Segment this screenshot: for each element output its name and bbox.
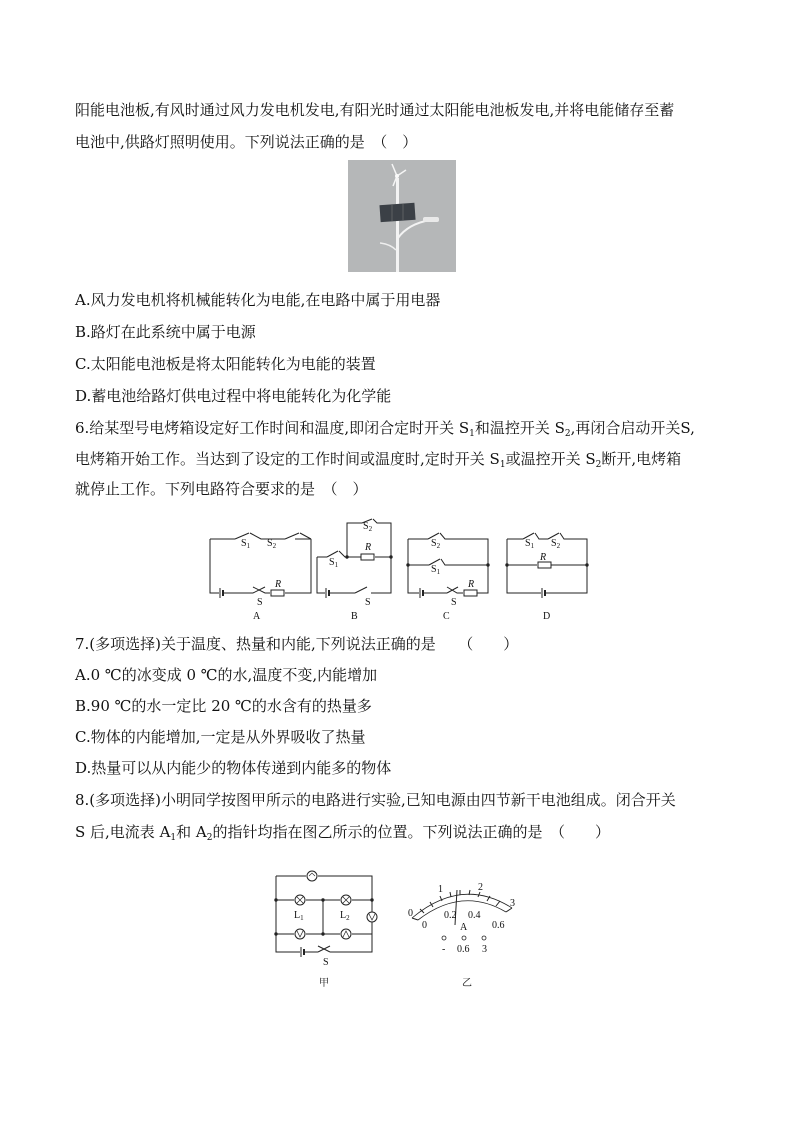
meter-top-tick-3: 3 [510,898,515,909]
circuit-a-s-label: S [257,597,263,608]
q7-option-a: A.0 ℃的冰变成 0 ℃的水,温度不变,内能增加 [75,666,378,684]
circuit-d-s2-label: $S_2$ [551,538,561,550]
q5-option-c: C.太阳能电池板是将太阳能转化为电能的装置 [75,355,376,373]
circuit-c-s1-label: $S_1$ [431,564,441,576]
lamp-l2-label: $L_2$ [340,910,350,922]
lamp-l1-label: $L_1$ [294,910,304,922]
circuit-c-r-label: R [468,579,475,590]
circuit-b-s2-label: $S_2$ [363,521,373,533]
streetlight-photo [348,160,456,272]
q8-line1: 8.(多项选择)小明同学按图甲所示的电路进行实验,已知电源由四节新干电池组成。闭合开关 [75,791,676,809]
q7-option-b: B.90 ℃的水一定比 20 ℃的水含有的热量多 [75,697,372,715]
circuit-d-s1-label: $S_1$ [525,538,535,550]
circuit-b-s-label: S [365,597,371,608]
q5-line1: 阳能电池板,有风时通过风力发电机发电,有阳光时通过太阳能电池板发电,并将电能储存至蓄 [75,101,675,119]
q6-line2: 电烤箱开始工作。当达到了设定的工作时间或温度时,定时开关 $S_1$或温控开关 $S_2$断开,电烤箱 [75,450,682,470]
fig-yi-caption: 乙 [462,978,472,989]
circuit-b-label: B [351,611,358,622]
q7-option-c: C.物体的内能增加,一定是从外界吸收了热量 [75,728,366,746]
q5-line2: 电池中,供路灯照明使用。下列说法正确的是 （ ） [75,133,418,151]
circuit-c-s-label: S [451,597,457,608]
switch-s-label: S [323,957,329,968]
fig-jia-caption: 甲 [319,978,329,989]
circuit-a-s1-label: $S_1$ [241,538,251,550]
q5-option-a: A.风力发电机将机械能转化为电能,在电路中属于用电器 [75,291,441,309]
circuit-c-label: C [443,611,450,622]
meter-terminal-06: 0.6 [457,944,470,955]
meter-bottom-tick-0: 0 [422,920,427,931]
meter-bottom-tick-02: 0.2 [444,910,457,921]
circuit-c-s2-label: $S_2$ [431,538,441,550]
q7-stem: 7.(多项选择)关于温度、热量和内能,下列说法正确的是 （ ） [75,635,519,653]
q5-option-b: B.路灯在此系统中属于电源 [75,323,256,341]
q8-ammeter-yi [400,878,526,990]
q6-circuits-figure [205,515,605,625]
q8-line2: S 后,电流表 $A_1$和 $A_2$的指针均指在图乙所示的位置。下列说法正确的是 （ ） [75,823,611,843]
q6-line1: 6.给某型号电烤箱设定好工作时间和温度,即闭合定时开关 $S_1$和温控开关 $S_2$,再闭合启动开关S, [75,419,695,439]
circuit-b-r-label: R [365,542,372,553]
circuit-d [506,533,588,622]
circuit-b-s1-label: $S_1$ [329,557,339,569]
circuit-d-label: D [543,611,551,622]
meter-top-tick-1: 1 [438,884,443,895]
circuit-d-r-label: R [540,552,547,563]
q6-line3: 就停止工作。下列电路符合要求的是 （ ） [75,480,368,498]
circuit-a-s2-label: $S_2$ [267,538,277,550]
meter-top-tick-0: 0 [408,908,413,919]
q8-circuit-jia [268,868,380,990]
meter-bottom-tick-06: 0.6 [492,920,505,931]
circuit-a [210,533,311,622]
meter-unit: A [460,922,468,933]
circuit-c [407,533,489,622]
circuit-a-r-label: R [275,579,282,590]
q7-option-d: D.热量可以从内能少的物体传递到内能多的物体 [75,759,392,777]
circuit-b [317,519,392,622]
circuit-a-label: A [253,611,261,622]
meter-terminal-3: 3 [482,944,487,955]
meter-terminal-minus: - [442,944,446,955]
q5-option-d: D.蓄电池给路灯供电过程中将电能转化为化学能 [75,387,392,405]
meter-bottom-tick-04: 0.4 [468,910,481,921]
meter-top-tick-2: 2 [478,882,483,893]
